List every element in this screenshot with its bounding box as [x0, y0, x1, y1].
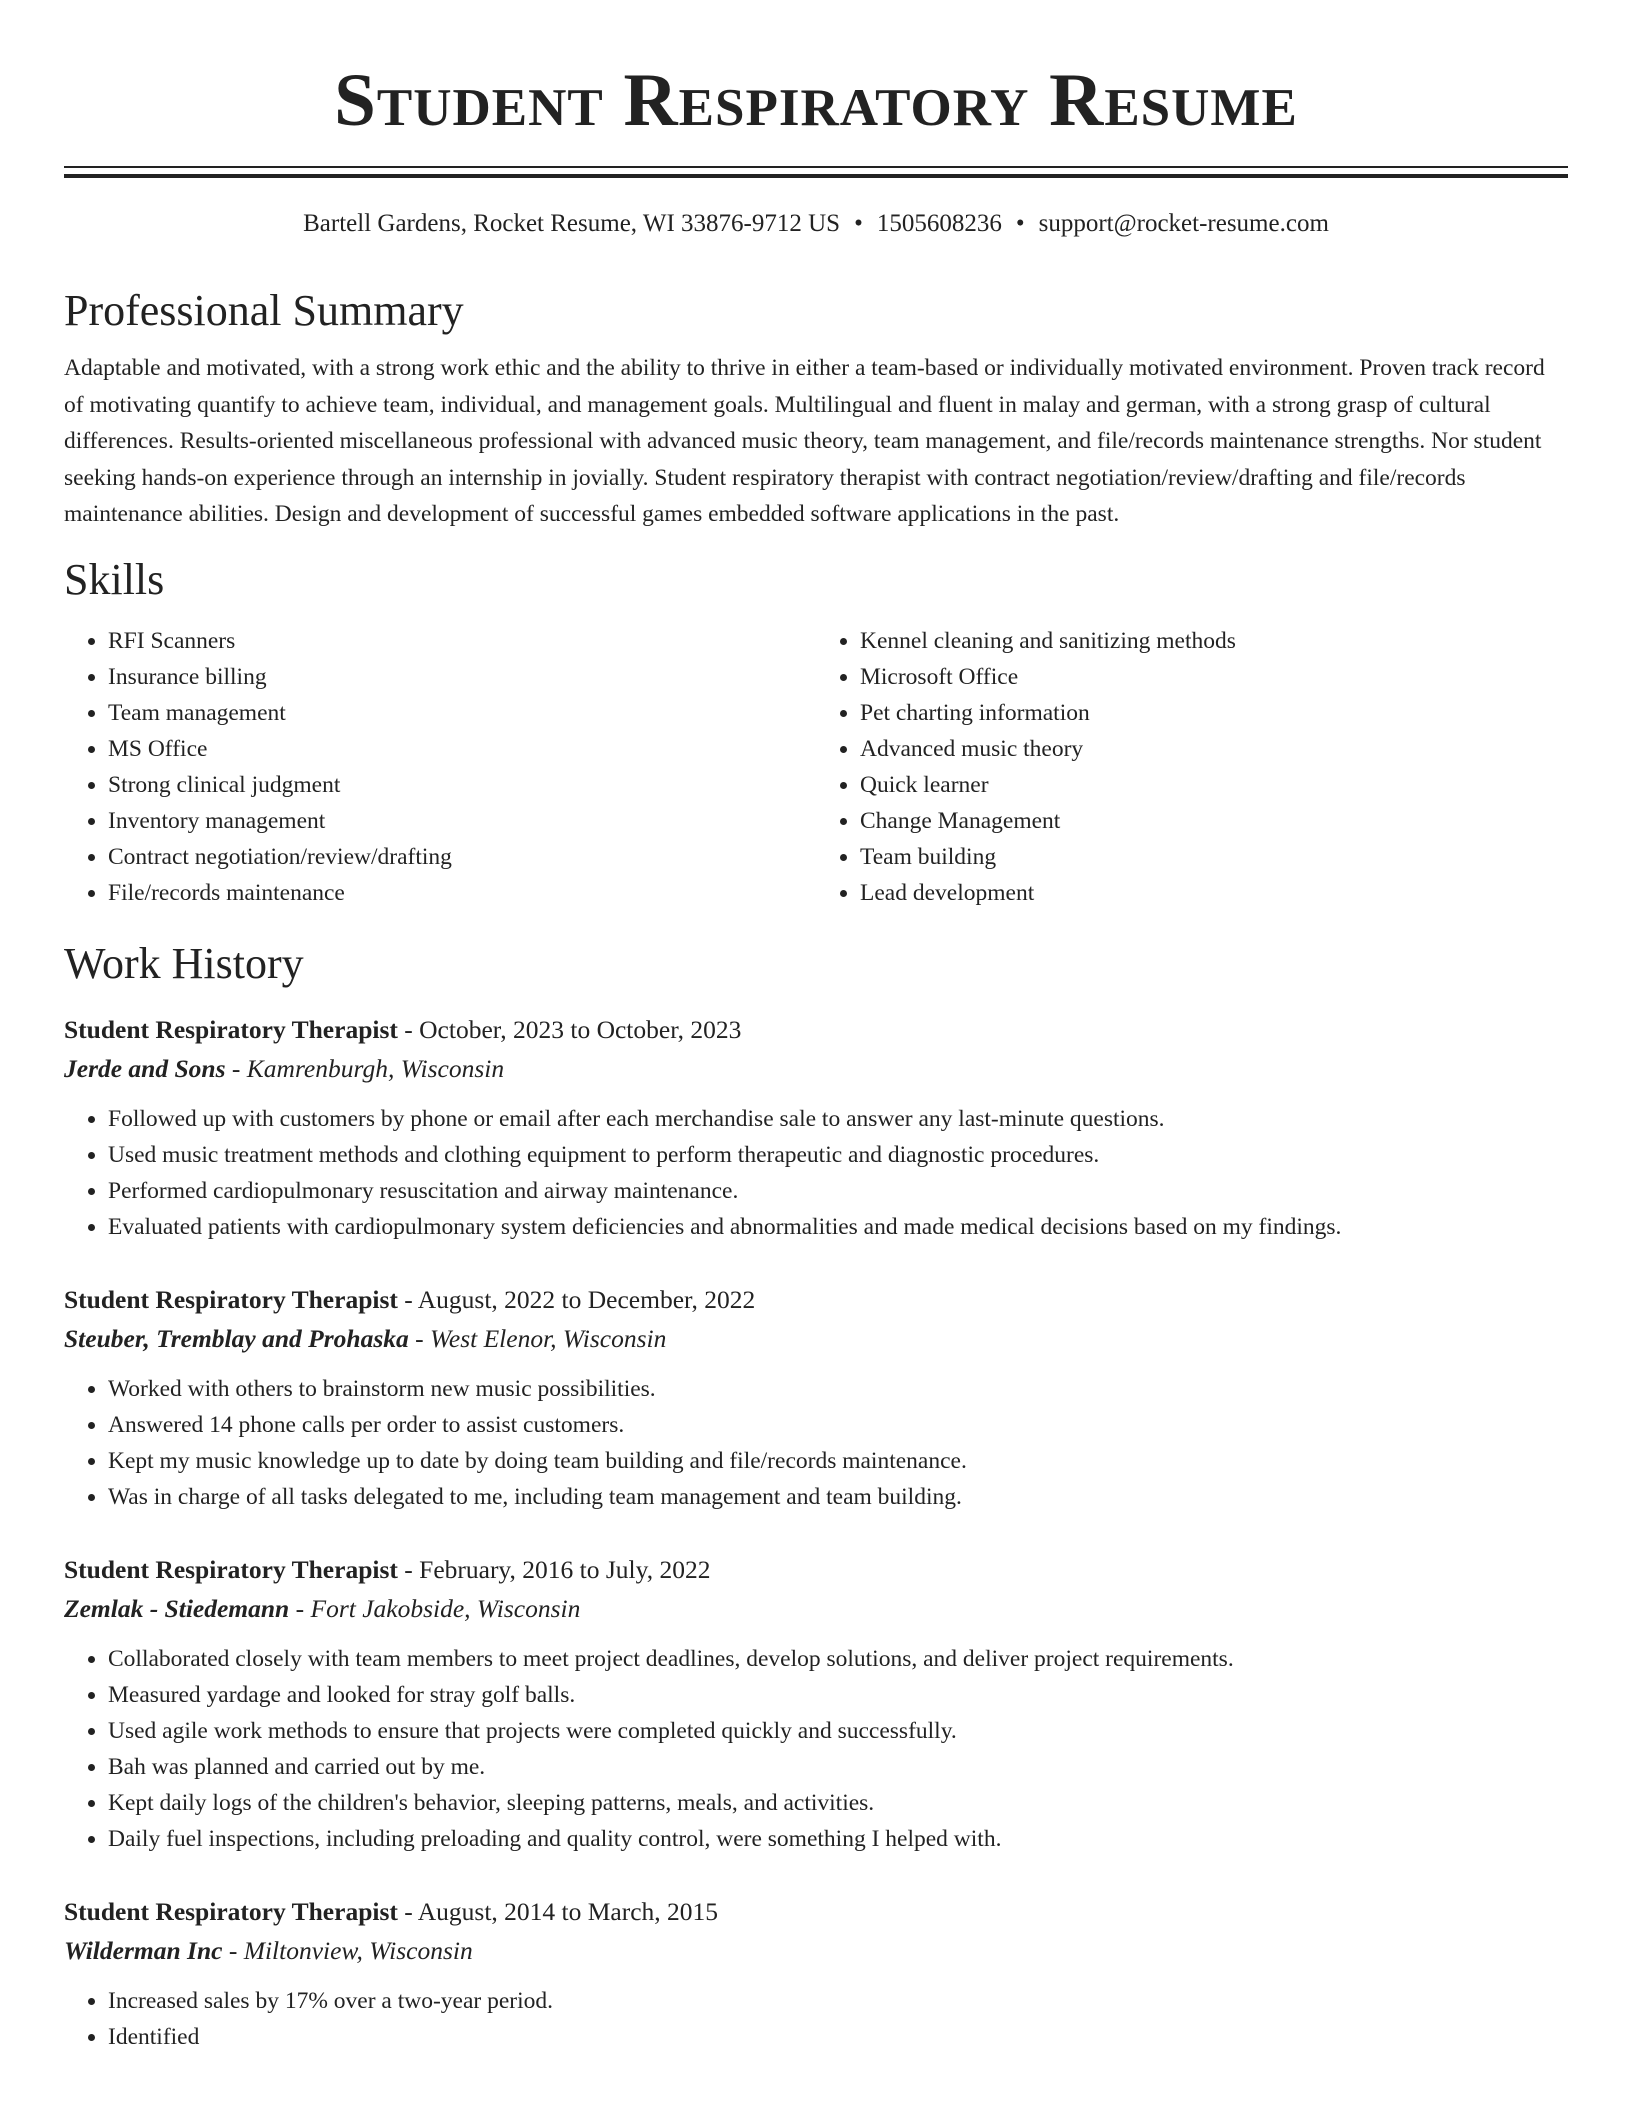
job-bullets [64, 1101, 1568, 1245]
job-entry [64, 1281, 1568, 1515]
skills-right-column [816, 623, 1568, 911]
contact-separator: • [854, 210, 863, 237]
skills-columns [64, 623, 1568, 911]
job-bullet: • Performed cardiopulmonary resuscitation and airway maintenance. [108, 1173, 1568, 1209]
summary-text: Adaptable and motivated, with a strong work ethic and the ability to thrive in either a team-based or individually motivated environment. Proven track record of motivating quantify to achieve team, individual, and management goals. Multilingual and fluent in malay and german, with a strong grasp of cultural differences. Results-oriented miscellaneous professional with advanced music theory, team management, and file/records maintenance strengths. Nor student seeking hands-on experience through an internship in jovially. Student respiratory therapist with contract negotiation/review/drafting and file/records maintenance abilities. Design and development of successful games embedded software applications in the past. [64, 355, 1545, 527]
job-bullet: • Kept my music knowledge up to date by doing team building and file/records maintenance. [108, 1443, 1568, 1479]
job-bullet: • Collaborated closely with team members to meet project deadlines, develop solutions, and deliver project requirements. [108, 1641, 1568, 1677]
job-company-line [64, 1931, 1568, 1971]
job-title-line [64, 1011, 1568, 1049]
job-bullet: • Kept daily logs of the children's behavior, sleeping patterns, meals, and activities. [108, 1785, 1568, 1821]
job-bullet: • Bah was planned and carried out by me. [108, 1749, 1568, 1785]
job-company-line [64, 1319, 1568, 1359]
job-dates: - August, 2022 to December, 2022 [397, 1284, 756, 1314]
skill-item: • Strong clinical judgment [108, 767, 816, 803]
skill-item: • Team building [860, 839, 1568, 875]
title-divider-thin [64, 166, 1568, 168]
job-entry [64, 1893, 1568, 2055]
skill-item: • Lead development [860, 875, 1568, 911]
job-entry [64, 1551, 1568, 1857]
job-location: - Miltonview, Wisconsin [222, 1935, 473, 1965]
skill-item: • Quick learner [860, 767, 1568, 803]
skill-item: • Microsoft Office [860, 659, 1568, 695]
job-title-line [64, 1551, 1568, 1589]
job-company: Jerde and Sons [64, 1053, 226, 1083]
job-bullet: • Worked with others to brainstorm new music possibilities. [108, 1371, 1568, 1407]
skill-item: • Kennel cleaning and sanitizing methods [860, 623, 1568, 659]
skill-item: • RFI Scanners [108, 623, 816, 659]
title-divider-thick [64, 174, 1568, 178]
skill-item: • Contract negotiation/review/drafting [108, 839, 816, 875]
summary-heading: Professional Summary [64, 286, 464, 335]
job-company: Wilderman Inc [64, 1935, 223, 1965]
job-role: Student Respiratory Therapist [64, 1014, 398, 1044]
job-title-line [64, 1893, 1568, 1931]
skills-heading: Skills [64, 554, 165, 604]
job-dates: - October, 2023 to October, 2023 [397, 1014, 742, 1044]
job-company-line [64, 1049, 1568, 1089]
contact-email: support@rocket-resume.com [1038, 210, 1329, 237]
job-entry [64, 1011, 1568, 1245]
job-bullet: • Answered 14 phone calls per order to assist customers. [108, 1407, 1568, 1443]
job-bullet: • Was in charge of all tasks delegated to me, including team management and team building. [108, 1479, 1568, 1515]
job-location: - Fort Jakobside, Wisconsin [289, 1593, 581, 1623]
contact-phone: 1505608236 [876, 210, 1002, 237]
contact-line [64, 208, 1568, 240]
job-bullet: • Daily fuel inspections, including preloading and quality control, were something I helped with. [108, 1821, 1568, 1857]
job-bullets [64, 1371, 1568, 1515]
job-bullet: • Measured yardage and looked for stray golf balls. [108, 1677, 1568, 1713]
contact-separator: • [1015, 210, 1025, 237]
job-bullet: • Used music treatment methods and clothing equipment to perform therapeutic and diagnostic procedures. [108, 1137, 1568, 1173]
job-company: Zemlak - Stiedemann [64, 1593, 290, 1623]
job-role: Student Respiratory Therapist [64, 1554, 398, 1584]
work-history-heading: Work History [64, 938, 304, 988]
skills-left-column [64, 623, 816, 911]
job-location: - Kamrenburgh, Wisconsin [225, 1053, 505, 1083]
job-role: Student Respiratory Therapist [64, 1284, 398, 1314]
job-dates: - February, 2016 to July, 2022 [397, 1554, 711, 1584]
job-bullet: • Used agile work methods to ensure that projects were completed quickly and successfully. [108, 1713, 1568, 1749]
job-bullet: • Increased sales by 17% over a two-year period. [108, 1983, 1568, 2019]
job-bullet: • Evaluated patients with cardiopulmonary system deficiencies and abnormalities and made medical decisions based on my findings. [108, 1209, 1568, 1245]
job-company-line [64, 1589, 1568, 1629]
job-bullets [64, 1641, 1568, 1857]
job-bullet: • Identified [108, 2019, 1568, 2055]
skill-item: • File/records maintenance [108, 875, 816, 911]
skill-item: • Change Management [860, 803, 1568, 839]
skill-item: • Advanced music theory [860, 731, 1568, 767]
contact-address: Bartell Gardens, Rocket Resume, WI 33876-9712 US [303, 210, 841, 237]
job-bullets [64, 1983, 1568, 2055]
skill-item: • Team management [108, 695, 816, 731]
job-dates: - August, 2014 to March, 2015 [397, 1896, 719, 1926]
job-location: - West Elenor, Wisconsin [408, 1323, 667, 1353]
skill-item: • Pet charting information [860, 695, 1568, 731]
skill-item: • MS Office [108, 731, 816, 767]
skill-item: • Insurance billing [108, 659, 816, 695]
job-title-line [64, 1281, 1568, 1319]
skill-item: • Inventory management [108, 803, 816, 839]
resume-title: Student Respiratory Resume [334, 59, 1298, 142]
job-company: Steuber, Tremblay and Prohaska [64, 1323, 409, 1353]
job-bullet: • Followed up with customers by phone or email after each merchandise sale to answer any last-minute questions. [108, 1101, 1568, 1137]
job-role: Student Respiratory Therapist [64, 1896, 398, 1926]
